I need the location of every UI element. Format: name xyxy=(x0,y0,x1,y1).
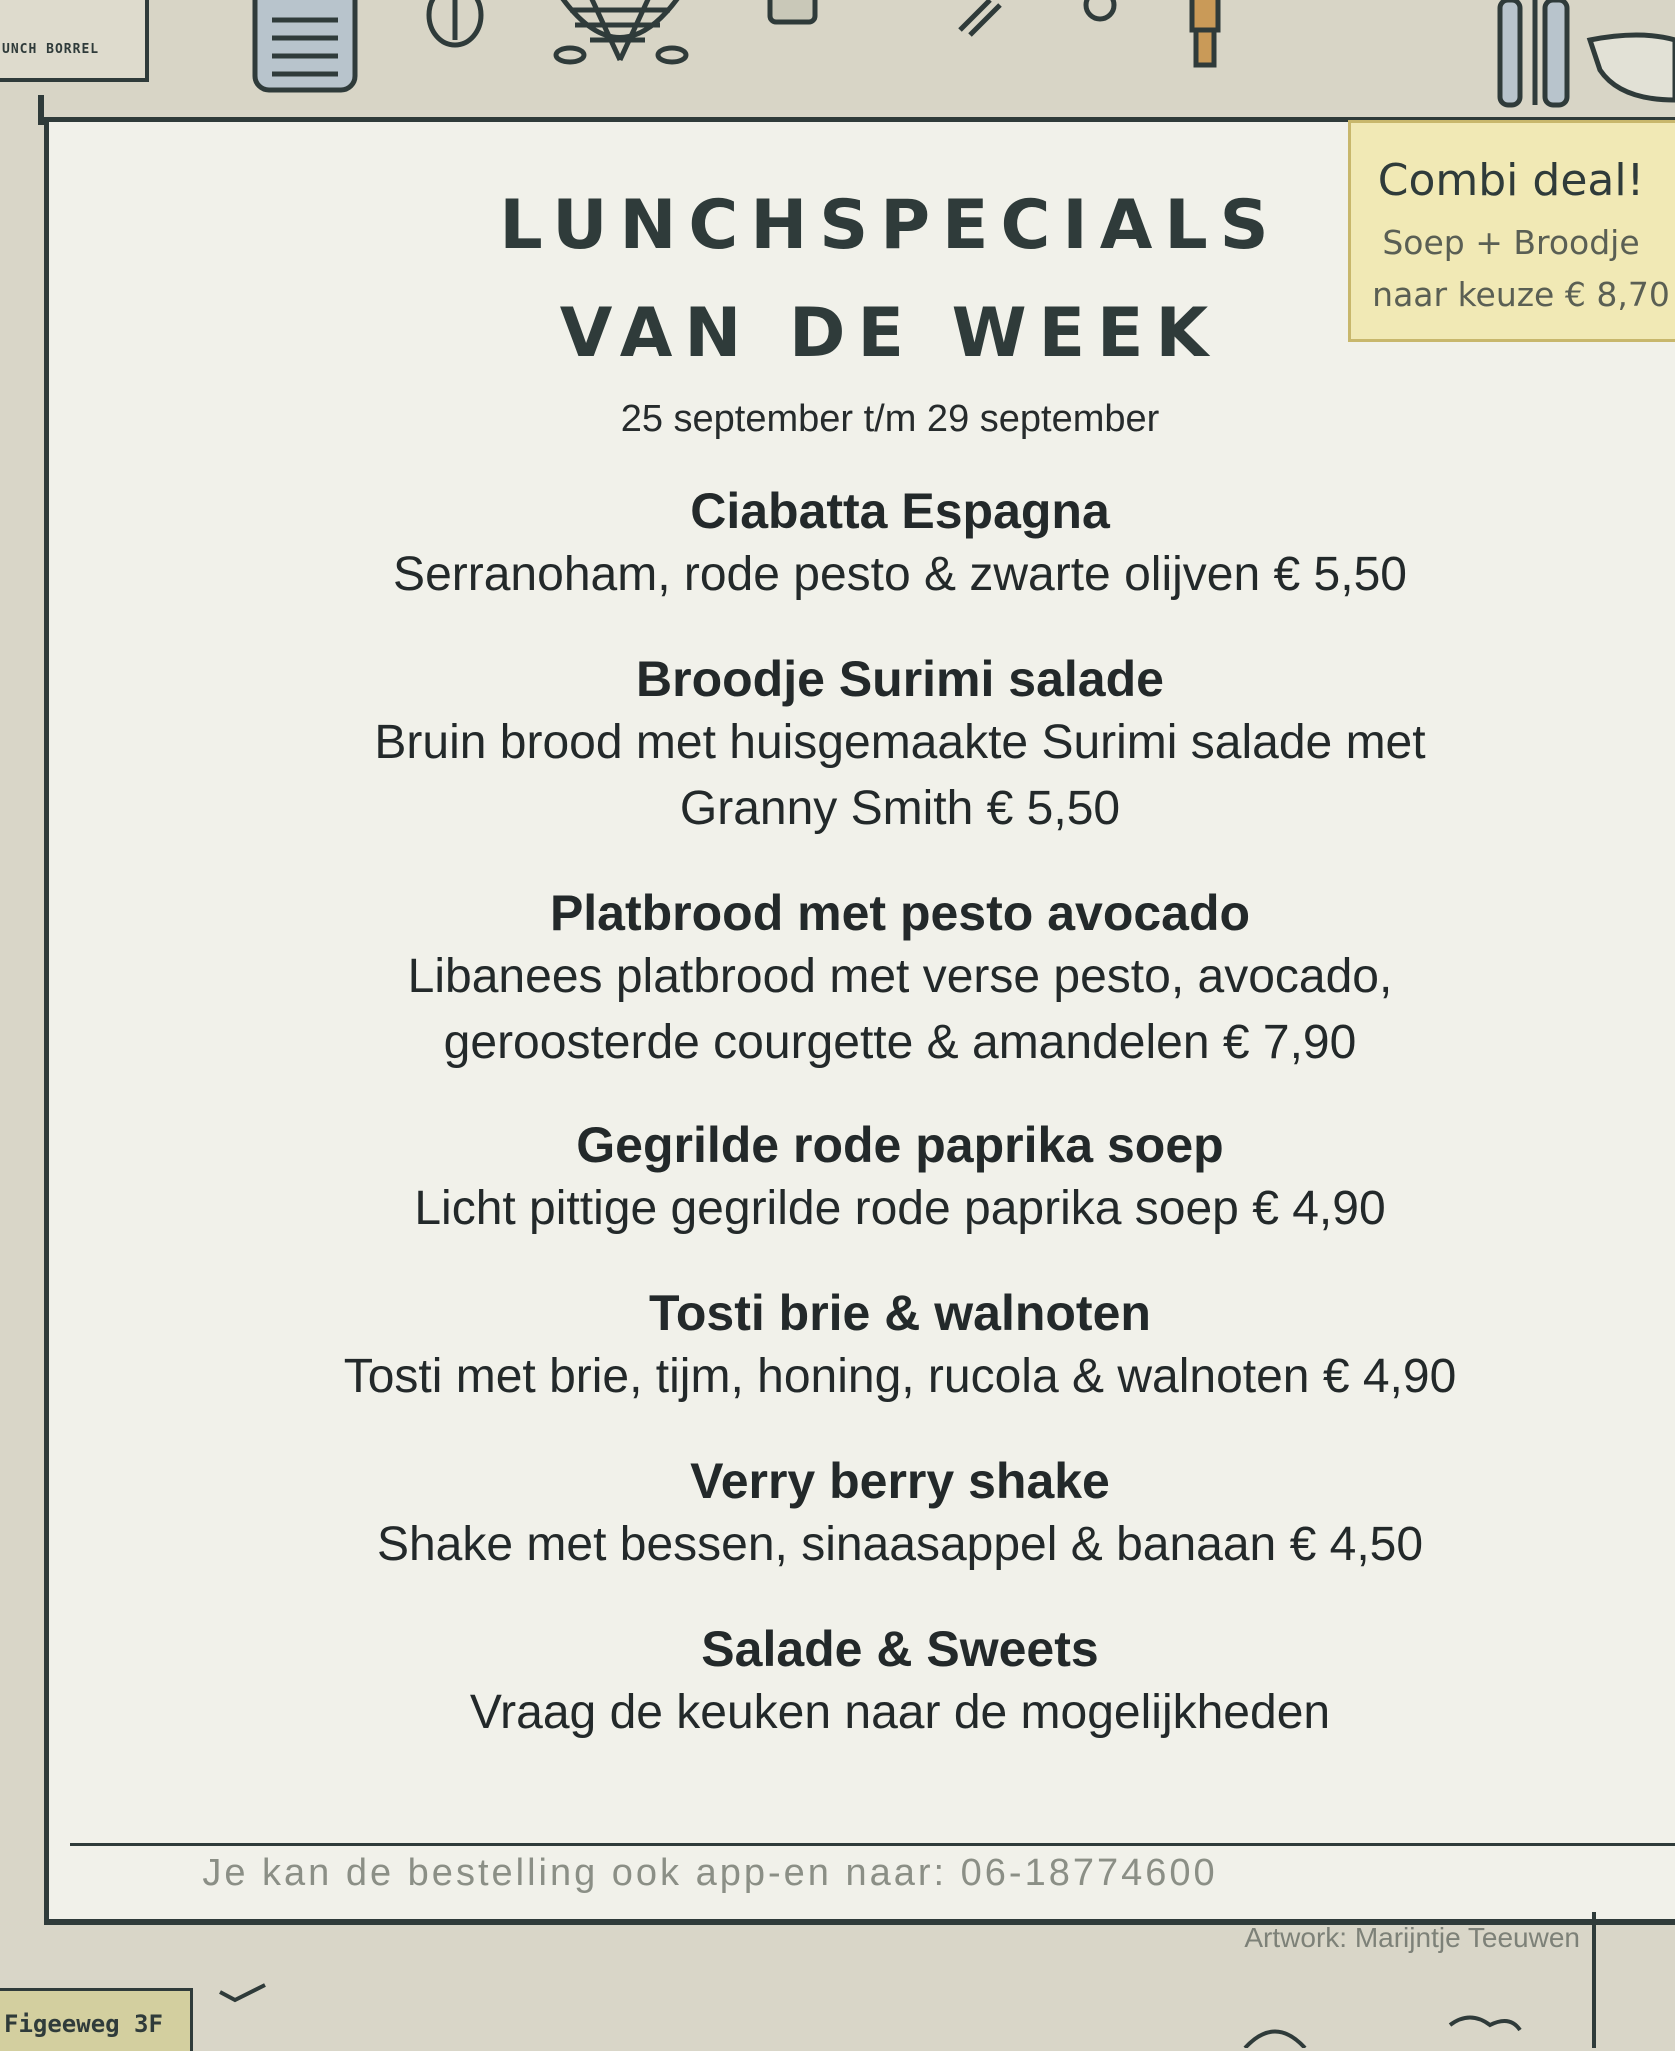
address-label: Figeeweg 3F xyxy=(4,2010,163,2038)
combi-deal-title: Combi deal! xyxy=(1377,155,1645,206)
menu-item xyxy=(200,648,1600,842)
illustration-strip-top xyxy=(0,0,1675,110)
menu-item-name: Broodje Surimi salade xyxy=(636,651,1164,707)
menu-item-description: geroosterde courgette & amandelen € 7,90 xyxy=(443,1016,1357,1069)
combi-deal-box xyxy=(1348,120,1675,342)
menu-item-name: Verry berry shake xyxy=(690,1453,1110,1509)
menu-item-name: Gegrilde rode paprika soep xyxy=(576,1117,1224,1173)
menu-item-description: Libanees platbrood met verse pesto, avocado, xyxy=(407,950,1393,1003)
footer-divider xyxy=(70,1843,1675,1846)
brand-box xyxy=(0,0,149,82)
menu-item-name: Tosti brie & walnoten xyxy=(649,1285,1151,1341)
menu-item-description: Granny Smith € 5,50 xyxy=(679,782,1121,835)
menu-item-name: Platbrood met pesto avocado xyxy=(549,885,1251,941)
menu-item xyxy=(200,1618,1600,1746)
menu-items-list xyxy=(200,480,1600,1746)
menu-title-line1: LUNCHSPECIALS xyxy=(499,186,1281,265)
menu-item-description: Licht pittige gegrilde rode paprika soep € 4,90 xyxy=(414,1182,1386,1235)
menu-item-name: Ciabatta Espagna xyxy=(690,483,1110,539)
menu-item xyxy=(200,1450,1600,1578)
menu-item-description: Bruin brood met huisgemaakte Surimi salade met xyxy=(374,716,1426,769)
kitchen-doodles-illustration xyxy=(0,0,1675,110)
menu-item-description: Tosti met brie, tijm, honing, rucola & walnoten € 4,90 xyxy=(343,1350,1457,1403)
menu-item-description: Vraag de keuken naar de mogelijkheden xyxy=(469,1686,1331,1739)
menu-item-description: Shake met bessen, sinaasappel & banaan € 4,50 xyxy=(376,1518,1424,1571)
menu-item xyxy=(200,480,1600,608)
menu-date-range: 25 september t/m 29 september xyxy=(620,398,1160,440)
card-frame-corner xyxy=(38,95,44,125)
menu-item xyxy=(200,1282,1600,1410)
menu-item xyxy=(200,882,1600,1076)
combi-deal-price: naar keuze € 8,70 xyxy=(1372,275,1670,314)
menu-item-description: Serranoham, rode pesto & zwarte olijven € 5,50 xyxy=(393,548,1407,601)
menu-item-name: Salade & Sweets xyxy=(701,1621,1099,1677)
bottom-doodles-illustration xyxy=(0,1930,1675,2048)
menu-item xyxy=(200,1114,1600,1242)
brand-tagline: UNCH BORREL xyxy=(2,42,100,57)
order-whatsapp-note: Je kan de bestelling ook app-en naar: 06-18774600 xyxy=(202,1852,1218,1894)
artwork-credit: Artwork: Marijntje Teeuwen xyxy=(1244,1922,1580,1953)
combi-deal-line: Soep + Broodje xyxy=(1382,223,1640,262)
menu-title-line2: VAN DE WEEK xyxy=(559,294,1221,373)
